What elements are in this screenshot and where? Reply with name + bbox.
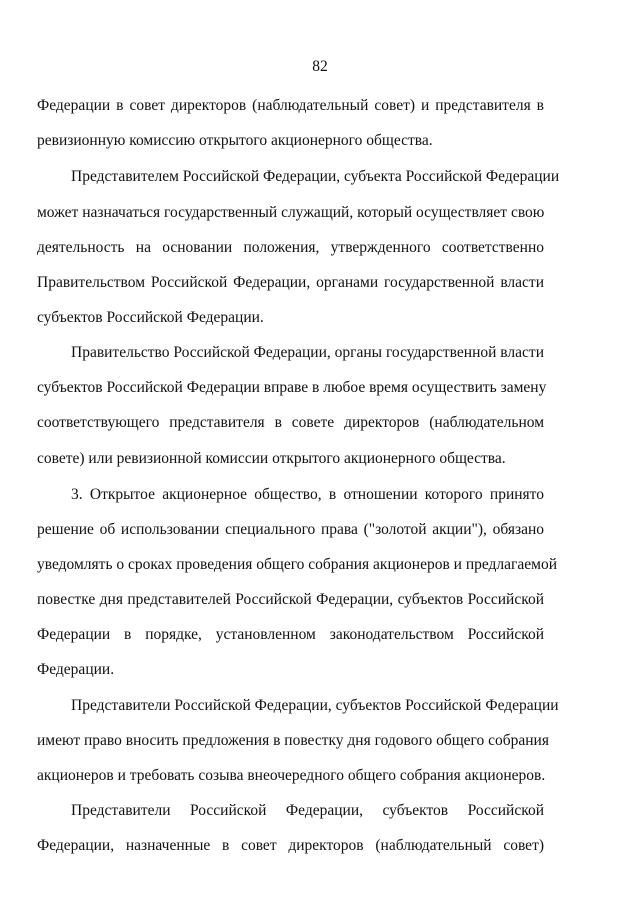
- text-line: Правительство Российской Федерации, органы государственной власти: [71, 344, 544, 361]
- text-line: решение об использовании специального права ("золотой акции"), обязано: [37, 521, 544, 538]
- text-line: может назначаться государственный служащий, который осуществляет свою: [37, 204, 545, 221]
- text-line: Федерации, назначенные в совет директоров (наблюдательный совет): [37, 837, 544, 854]
- text-line: Федерации в совет директоров (наблюдательный совет) и представителя в: [37, 97, 544, 114]
- text-line: Представители Российской Федерации, субъектов Российской: [71, 802, 544, 819]
- text-line: субъектов Российской Федерации вправе в любое время осуществить замену: [37, 379, 547, 396]
- text-line: повестке дня представителей Российской Федерации, субъектов Российской: [37, 591, 544, 608]
- text-line: соответствующего представителя в совете директоров (наблюдательном: [37, 414, 544, 431]
- text-line: Федерации в порядке, установленном законодательством Российской: [37, 626, 544, 643]
- text-line: уведомлять о сроках проведения общего собрания акционеров и предлагаемой: [37, 556, 558, 573]
- text-line: 3. Открытое акционерное общество, в отношении которого принято: [71, 486, 544, 503]
- text-line: Правительством Российской Федерации, органами государственной власти: [37, 274, 544, 291]
- text-line: акционеров и требовать созыва внеочередного общего собрания акционеров.: [37, 767, 546, 784]
- text-line: совете) или ревизионной комиссии открытого акционерного общества.: [37, 450, 506, 467]
- page-number: 82: [312, 58, 328, 75]
- text-line: имеют право вносить предложения в повестку дня годового общего собрания: [37, 732, 549, 749]
- text-line: Федерации.: [37, 661, 115, 678]
- text-line: ревизионную комиссию открытого акционерного общества.: [37, 132, 433, 149]
- text-line: субъектов Российской Федерации.: [37, 309, 264, 326]
- text-line: Представители Российской Федерации, субъектов Российской Федерации: [71, 697, 559, 714]
- text-line: деятельность на основании положения, утвержденного соответственно: [37, 239, 544, 256]
- text-line: Представителем Российской Федерации, субъекта Российской Федерации: [71, 168, 560, 185]
